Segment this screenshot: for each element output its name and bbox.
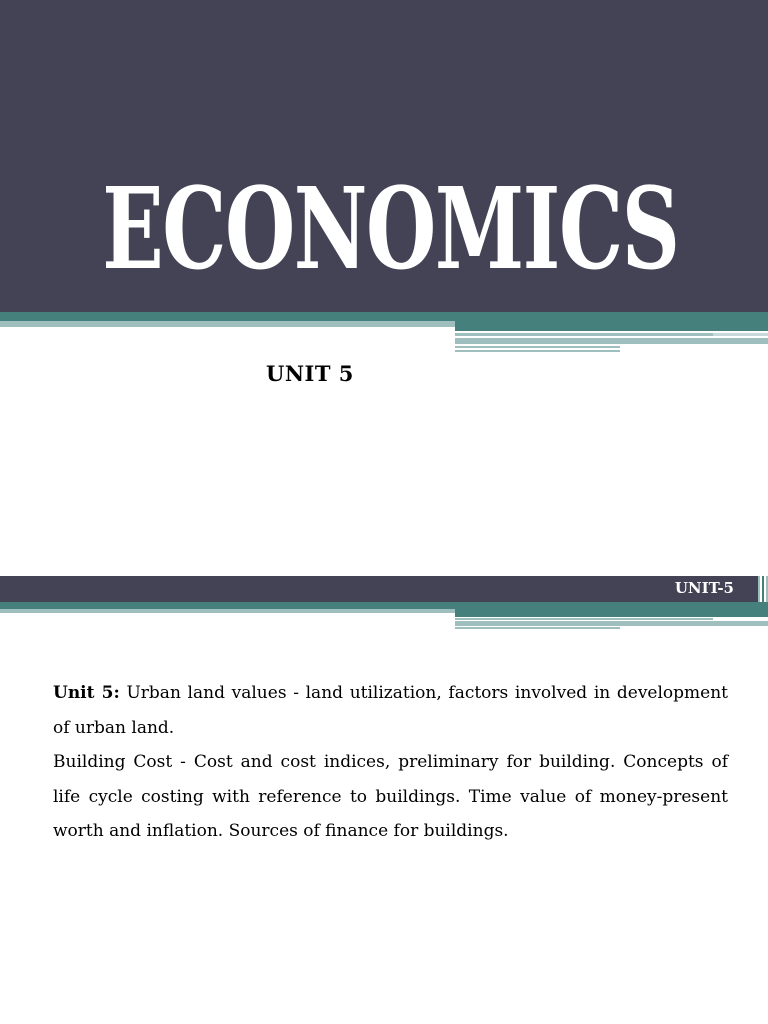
unit-description bbox=[53, 676, 728, 849]
paragraph-lead: Unit 5: bbox=[53, 683, 120, 703]
slide-title: ECONOMICS bbox=[102, 164, 679, 295]
paragraph-building-cost: Building Cost - Cost and cost indices, preliminary for building. Concepts of life cycle costing with reference to buildings. Time value of money-present worth and inflation. Sources of finance for buildings. bbox=[53, 752, 728, 841]
unit-tag: UNIT-5 bbox=[674, 579, 734, 597]
paragraph-text: Urban land values - land utilization, factors involved in development of urban land. bbox=[53, 683, 728, 738]
content-slide bbox=[0, 576, 768, 1024]
slide-subtitle: UNIT 5 bbox=[266, 361, 354, 386]
header-edge-lines bbox=[758, 576, 768, 602]
paragraph-urban-land bbox=[53, 676, 728, 745]
content-header-band bbox=[0, 576, 760, 602]
